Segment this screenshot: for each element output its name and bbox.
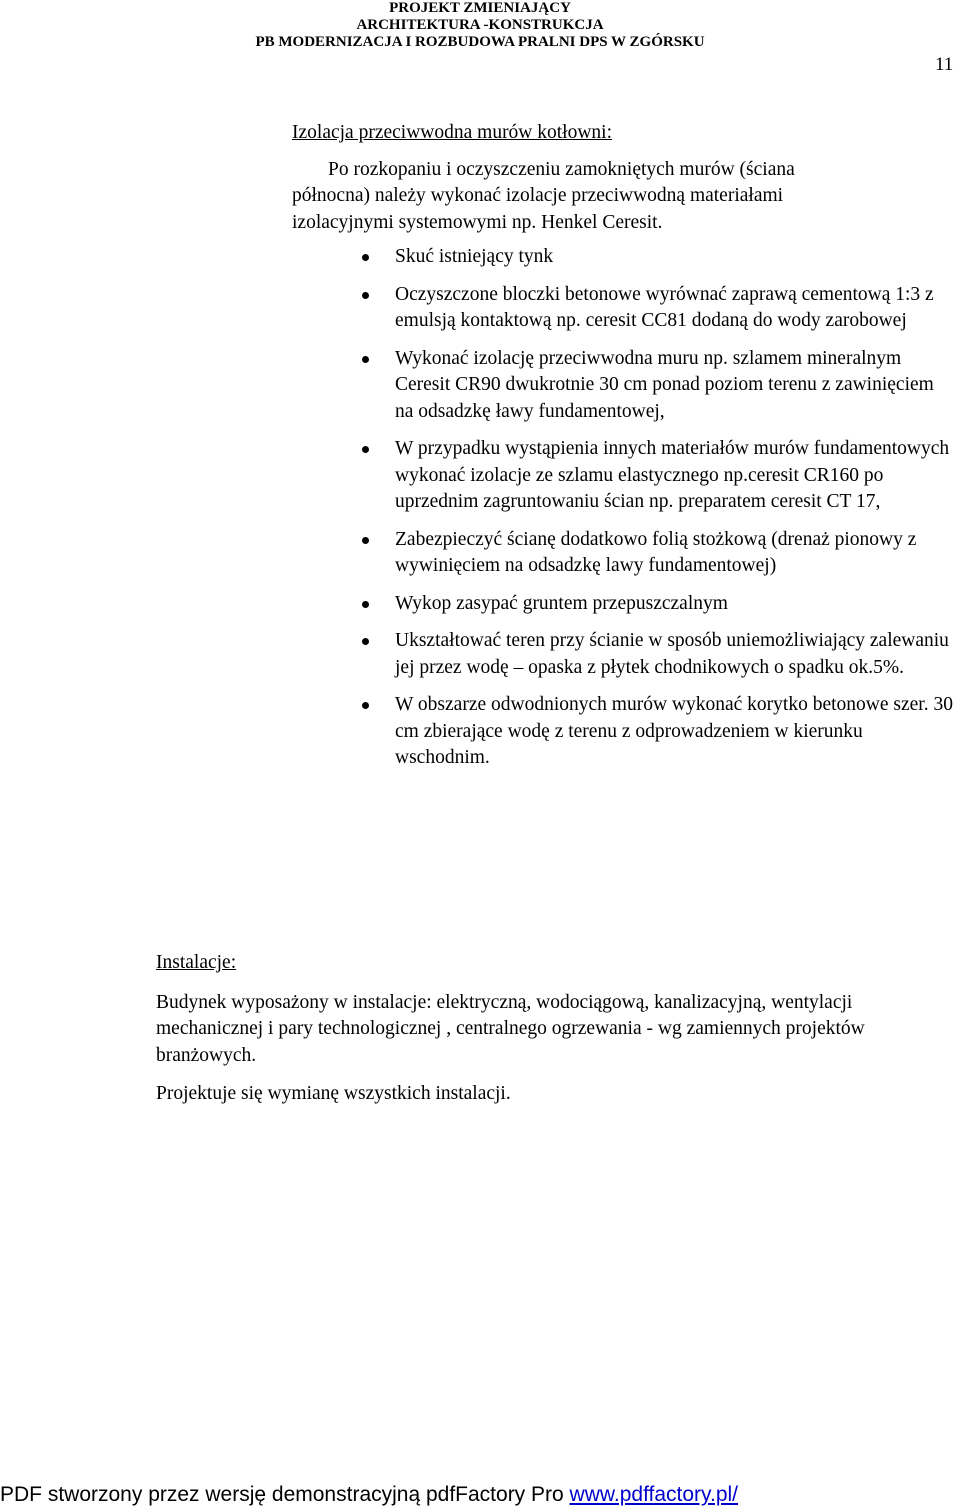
footer-text: PDF stworzony przez wersję demonstracyjną pdfFactory Pro bbox=[0, 1483, 570, 1506]
list-item: W przypadku wystąpienia innych materiałów murów fundamentowych wykonać izolacje ze szlamu elastycznego np.ceresit CR160 po uprzednim zagruntowaniu ścian np. preparatem ceresit CT 17, bbox=[292, 436, 955, 516]
section-installations bbox=[156, 950, 916, 1108]
header-project-title: PROJEKT ZMIENIAJĄCY bbox=[389, 0, 571, 16]
list-item: Oczyszczone bloczki betonowe wyrównać zaprawą cementową 1:3 z emulsją kontaktową np. ceresit CC81 dodaną do wody zarobowej bbox=[292, 282, 955, 335]
bullet-icon bbox=[362, 537, 369, 544]
bullet-icon bbox=[362, 702, 369, 709]
bullet-icon bbox=[362, 638, 369, 645]
list-item: Wykop zasypać gruntem przepuszczalnym bbox=[292, 591, 955, 618]
list-item: Zabezpieczyć ścianę dodatkowo folią stożkową (drenaż pionowy z wywinięciem na odsadzkę lawy fundamentowej) bbox=[292, 527, 955, 580]
header-discipline: ARCHITEKTURA -KONSTRUKCJA bbox=[356, 17, 604, 33]
bullet-icon bbox=[362, 356, 369, 363]
footer-link[interactable]: www.pdffactory.pl/ bbox=[569, 1483, 739, 1506]
bullet-icon bbox=[362, 446, 369, 453]
section-heading-installations: Instalacje: bbox=[156, 952, 237, 973]
list-item: Wykonać izolację przeciwwodna muru np. szlamem mineralnym Ceresit CR90 dwukrotnie 30 cm ponad poziom terenu z zawinięciem na odsadzkę ławy fundamentowej, bbox=[292, 346, 955, 426]
bullet-icon bbox=[362, 254, 369, 261]
document-header bbox=[0, 0, 960, 51]
bullet-icon bbox=[362, 601, 369, 608]
installations-paragraph: Budynek wyposażony w instalacje: elektryczną, wodociągową, kanalizacyjną, wentylacji mechanicznej i pary technologicznej , centralnego ogrzewania - wg zamiennych projektów branżowych. bbox=[156, 991, 865, 1066]
page-number: 11 bbox=[935, 54, 954, 75]
header-project-name: PB MODERNIZACJA I ROZBUDOWA PRALNI DPS W ZGÓRSKU bbox=[255, 34, 705, 50]
section-waterproofing bbox=[292, 120, 952, 783]
bullet-icon bbox=[362, 292, 369, 299]
section-heading-waterproofing: Izolacja przeciwwodna murów kotłowni: bbox=[292, 122, 613, 143]
pdf-footer bbox=[0, 1482, 960, 1508]
list-item: Skuć istniejący tynk bbox=[292, 244, 955, 271]
list-item: W obszarze odwodnionych murów wykonać korytko betonowe szer. 30 cm zbierające wodę z terenu z odprowadzeniem w kierunku wschodnim. bbox=[292, 692, 955, 772]
list-item: Ukształtować teren przy ścianie w sposób uniemożliwiający zalewaniu jej przez wodę – opaska z płytek chodnikowych o spadku ok.5%. bbox=[292, 628, 955, 681]
installations-replacement-note: Projektuje się wymianę wszystkich instalacji. bbox=[156, 1083, 511, 1104]
bullet-list bbox=[292, 244, 952, 772]
section-intro-paragraph: Po rozkopaniu i oczyszczeniu zamokniętych murów (ściana północna) należy wykonać izolacje przeciwwodną materiałami izolacyjnymi systemowymi np. Henkel Ceresit. bbox=[292, 158, 795, 233]
